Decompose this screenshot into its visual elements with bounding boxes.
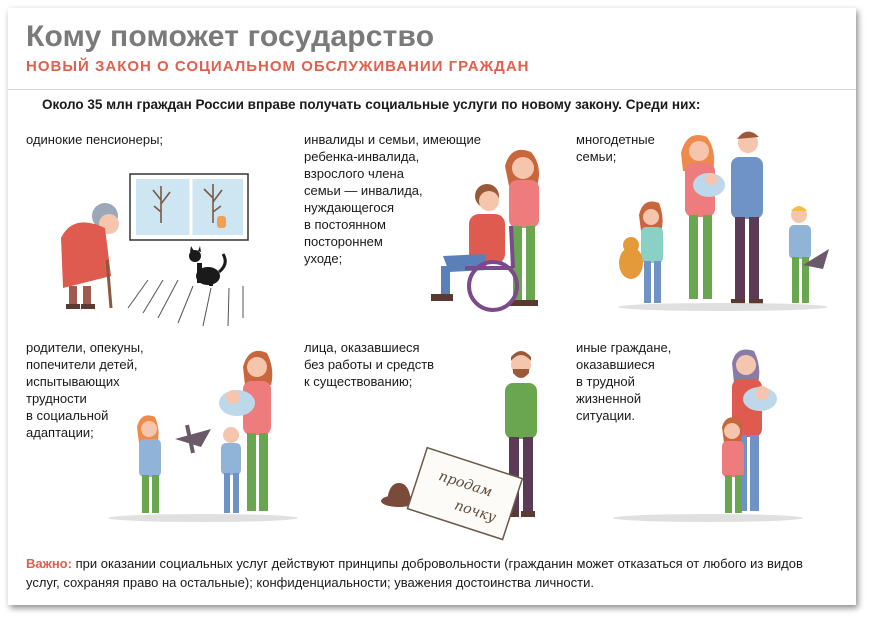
important-label: Важно: — [26, 556, 72, 571]
category-guardians: родители, опекуны, попечители детей, испытывающих трудности в социальной адаптации; — [26, 340, 144, 440]
category-large-families: многодетные семьи; — [576, 132, 655, 164]
category-lonely-pensioners: одинокие пенсионеры; — [26, 132, 164, 147]
intro-text: Около 35 млн граждан России вправе получать социальные услуги по новому закону. Среди них: — [42, 97, 701, 112]
category-disabled: инвалиды и семьи, имеющие ребенка-инвалида, взрослого члена семьи — инвалида, нуждающегося в постоянном постороннем уходе; — [304, 132, 481, 266]
small-child-figure — [221, 427, 241, 513]
infographic-card — [8, 8, 856, 605]
girl-with-teddy-figure — [619, 202, 663, 304]
sign-line1: продам — [436, 468, 495, 501]
mother-with-baby-figure — [681, 135, 725, 299]
father-figure — [731, 131, 763, 305]
boy-with-plane-figure — [789, 206, 829, 303]
large-family-illustration — [613, 123, 833, 313]
page-subtitle: НОВЫЙ ЗАКОН О СОЦИАЛЬНОМ ОБСЛУЖИВАНИИ ГРАЖДАН — [26, 58, 530, 75]
cardboard-sign — [407, 448, 522, 540]
wheelchair-illustration — [413, 136, 573, 316]
sign-line2: почку — [452, 497, 498, 526]
unemployed-illustration — [373, 343, 573, 553]
other-citizens-illustration — [608, 343, 808, 523]
elderly-woman-illustration — [33, 168, 263, 328]
header-divider — [8, 89, 856, 90]
page-title: Кому поможет государство — [26, 20, 435, 53]
important-note — [26, 554, 806, 592]
cat-icon — [189, 246, 225, 286]
category-other-citizens: иные граждане, оказавшиеся в трудной жизненной ситуации. — [576, 340, 672, 423]
guardians-illustration — [103, 343, 303, 523]
child-figure — [722, 417, 744, 513]
window-icon — [130, 174, 248, 240]
girl-with-plane-figure — [137, 415, 211, 513]
category-unemployed: лица, оказавшиеся без работы и средств к существованию; — [304, 340, 435, 389]
important-text: при оказании социальных услуг действуют принципы добровольности (гражданин может отказаться от любого из видов услуг, сохраняя право на остальные); конфиденциальности; уважения достоинства личности. — [26, 556, 803, 590]
elderly-woman-figure — [61, 203, 119, 309]
